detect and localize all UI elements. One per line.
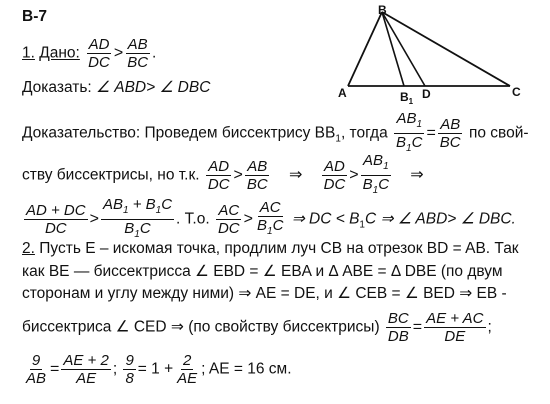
label-b: B xyxy=(378,4,387,17)
given-line: 1. Дано: $\frac{AD}{DC}$ > $\frac{AB}{BC}$ . xyxy=(22,36,157,71)
problem-2-line-3: сторонам и углу между ними) ⇒ AE = DE, и ∠ CEB = ∠ BED ⇒ EB - xyxy=(22,285,507,302)
label-a: A xyxy=(338,86,347,100)
problem-2-line-5: $\frac{9}{AB}$ = $\frac{AE + 2}{AE}$ ; $\frac{9}{8}$ = 1 + $\frac{2}{AE}$ ; AE = 16 см. xyxy=(26,352,292,387)
label-b1: $B_1$ xyxy=(400,90,414,104)
label-c: C xyxy=(512,85,521,99)
proof-line-2: ству биссектрисы, но т.к. $\frac{AD}{DC}$ > $\frac{AB}{BC}$ ⇒ $\frac{AD}{DC}$ > $\frac{AB_1}{B_1C}$ ⇒ xyxy=(22,152,424,196)
proof-line-1: Доказательство: Проведем биссектрису $BB_1$, тогда $\frac{AB_1}{B_1C}$ = $\frac{AB}{BC}$ по свой- xyxy=(22,110,529,157)
side-ab xyxy=(348,12,382,86)
fraction-ab-bc: $\frac{AB}{BC}$ xyxy=(127,36,149,71)
problem-2-line-4: биссектриса ∠ CED ⇒ (по свойству биссектрисы) $\frac{BC}{DB}$ = $\frac{AE + AC}{DE}$ ; xyxy=(22,310,492,345)
segment-bd xyxy=(382,12,425,86)
triangle-figure xyxy=(330,4,530,104)
page-title: В-7 xyxy=(22,8,47,25)
fraction-ab-bc-2: $\frac{AB}{BC}$ xyxy=(439,116,461,151)
fraction-ad-dc: $\frac{AD}{DC}$ xyxy=(88,36,110,71)
prove-statement: ∠ ABD> ∠ DBC xyxy=(96,79,211,96)
problem-2-line-1: 2. Пусть E – искомая точка, продлим луч CB на отрезок BD = AB. Так xyxy=(22,240,519,257)
prove-line xyxy=(22,78,210,97)
label-d: D xyxy=(422,87,431,101)
fraction-ab1-b1c: $\frac{AB_1}{B_1C}$ xyxy=(396,110,423,154)
problem-1-number: 1. xyxy=(22,44,35,62)
prove-label: Доказать: xyxy=(22,79,92,96)
problem-2-number: 2. xyxy=(22,240,35,257)
implies-arrow: ⇒ xyxy=(288,166,303,184)
proof-line-3: $\frac{AD + DC}{DC}$ > $\frac{AB_1 + B_1C}{B_1C}$ . Т.о. $\frac{AC}{DC}$ > $\frac{AC}{B_1C}$ ⇒ DC < $B_1C$ ⇒ ∠ ABD> ∠ DBC. xyxy=(26,196,516,240)
given-label: Дано: xyxy=(39,44,80,62)
problem-2-line-2: как BE — биссектрисса ∠ EBD = ∠ EBA и Δ ABE = Δ DBE (по двум xyxy=(22,263,503,280)
